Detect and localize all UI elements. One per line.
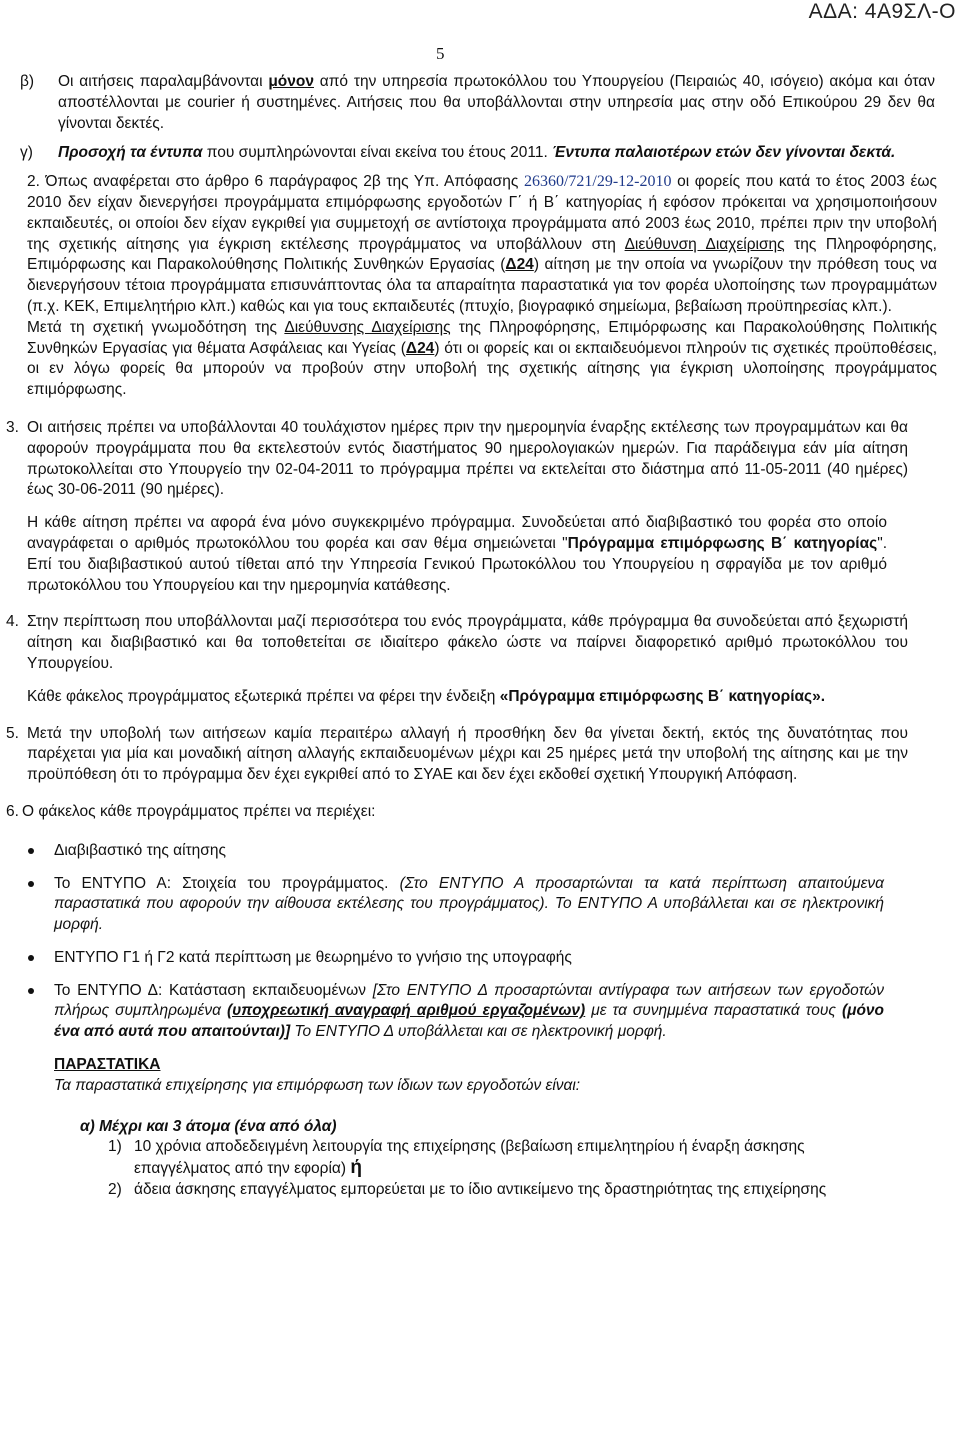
list-item: 2) άδεια άσκησης επαγγέλματος εμπορεύεται με το ίδιο αντικείμενο της δραστηριότητας της επιχείρησης <box>108 1181 827 1199</box>
bullet-icon <box>28 988 34 994</box>
section-2-paragraph-2: Μετά τη σχετική γνωμοδότηση της Διεύθυνσης Διαχείρισης της Πληροφόρησης, Επιμόρφωσης και Παρακολούθησης Πολιτικής Συνθηκών Εργασίας για θέματα Ασφάλειας και Υγείας (Δ24) ότι οι φορείς και οι εκπαιδευόμενοι πληρούν τις σχετικές προϋποθέσεις, οι εν λόγω φορείς θα μπορούν να προβούν στην υποβολή της σχετικής αίτησης για έγκριση υλοποίησης προγράμματος επιμόρφωσης. <box>27 318 937 399</box>
page-number: 5 <box>436 44 445 63</box>
decision-reference: 26360/721/29-12-2010 <box>523 173 672 191</box>
paragraph-c-label: γ) <box>20 144 33 162</box>
section-5-label: 5. <box>6 724 19 742</box>
list-item: Το ΕΝΤΥΠΟ Δ: Κατάσταση εκπαιδευομένων [Στο ΕΝΤΥΠΟ Δ προσαρτώνται αντίγραφα των αιτήσεων των εργοδοτών πλήρως συμπληρωμένα (υποχρεωτική αναγραφή αριθμού εργαζομένων) με τα συνημμένα παραστατικά τους (μόνο ένα από αυτά που απαιτούνται)] Το ΕΝΤΥΠΟ Δ υποβάλλεται και σε ηλεκτρονική μορφή. <box>28 981 884 1043</box>
section-3-paragraph-1: 3. Οι αιτήσεις πρέπει να υποβάλλονται 40 τουλάχιστον ημέρες πριν την ημερομηνία έναρξης εκτέλεσης των προγραμμάτων και θα αφορούν προγράμματα που θα εκτελεστούν εντός διαστήματος 90 ημερολογιακών ημερών. Για παράδειγμα εάν μία αίτηση πρωτοκολλείται στο Υπουργείο την 02-04-2011 το πρόγραμμα πρέπει να εκτελείται στο διάστημα από 11-05-2011 (40 ημέρες) έως 30-06-2011 (90 ημέρες). <box>6 418 908 499</box>
list-item: ΕΝΤΥΠΟ Γ1 ή Γ2 κατά περίπτωση με θεωρημένο το γνήσιο της υπογραφής <box>28 948 884 969</box>
bullet-icon <box>28 955 34 961</box>
ada-code: ΑΔΑ: 4Α9ΣΛ-Ο <box>808 0 956 23</box>
paragraph-b: β) Οι αιτήσεις παραλαμβάνονται μόνον από την υπηρεσία πρωτοκόλλου του Υπουργείου (Πειραιώς 40, ισόγειο) ακόμα και όταν αποστέλλονται με courier ή συστημένες. Αιτήσεις που θα υποβάλλονται στην υπηρεσία μας στην οδό Επικούρου 29 δεν θα γίνονται δεκτές. <box>20 73 935 132</box>
list-item: Το ΕΝΤΥΠΟ Α: Στοιχεία του προγράμματος. (Στο ΕΝΤΥΠΟ Α προσαρτώνται τα κατά περίπτωση απαιτούμενα παραστατικά που αφορούν την αίθουσα εκτέλεσης του προγράμματος). Το ΕΝΤΥΠΟ Α υποβάλλεται και σε ηλεκτρονική μορφή. <box>28 874 884 936</box>
section-3-label: 3. <box>6 418 19 436</box>
section-5-paragraph: 5. Μετά την υποβολή των αιτήσεων καμία περαιτέρω αλλαγή ή προσθήκη δεν θα γίνεται δεκτή, εκτός της δυνατότητας που παρέχεται για μία και μοναδική αίτηση αλλαγής εκπαιδευομένων μέχρι και 25 ημέρες μετά την υποβολή της αίτησης και με την προϋπόθεση ότι το πρόγραμμα δεν έχει εγκριθεί από το ΣΥΑΕ και δεν έχει εκδοθεί σχετική Υπουργική Απόφαση. <box>6 724 908 784</box>
section-4-label: 4. <box>6 613 19 631</box>
bullet-icon <box>28 881 34 887</box>
section-6-label: 6. <box>6 802 19 820</box>
only-emphasis: μόνον <box>268 73 314 90</box>
paragraph-b-label: β) <box>20 73 35 90</box>
list-item: Διαβιβαστικό της αίτησης <box>28 841 884 862</box>
section-4-paragraph-1: 4. Στην περίπτωση που υποβάλλονται μαζί περισσότερα του ενός προγράμματα, κάθε πρόγραμμα θα συνοδεύεται από ξεχωριστή αίτηση και διαβιβαστικό και θα τοποθετείται σε ιδιαίτερο φάκελο ώστε να παίρνει διαφορετικό αριθμό πρωτοκόλλου του Υπουργείου. <box>6 613 908 672</box>
paragraph-c: γ) Προσοχή τα έντυπα που συμπληρώνονται είναι εκείνα του έτους 2011. Έντυπα παλαιοτέρων ετών δεν γίνονται δεκτά. <box>20 143 935 164</box>
section-3-paragraph-2: Η κάθε αίτηση πρέπει να αφορά ένα μόνο συγκεκριμένο πρόγραμμα. Συνοδεύεται από διαβιβαστικό του φορέα στο οποίο αναγράφεται ο αριθμός πρωτοκόλλου του φορέα και σαν θέμα σημειώνεται "Πρόγραμμα επιμόρφωσης Β΄ κατηγορίας". Επί του διαβιβαστικού αυτού τίθεται από την Υπηρεσία Γενικού Πρωτοκόλλου του Υπουργείου η σφραγίδα με τον αριθμό πρωτοκόλλου του Υπουργείου και την ημερομηνία κατάθεσης. <box>27 514 888 594</box>
parastatika-case-a: α) Μέχρι και 3 άτομα (ένα από όλα) <box>80 1117 337 1135</box>
section-2-paragraph-1: 2. Όπως αναφέρεται στο άρθρο 6 παράγραφος 2β της Υπ. Απόφασης 26360/721/29-12-2010 οι φορείς που κατά το έτος 2003 έως 2010 δεν είχαν διενεργήσει προγράμματα επιμόρφωσης εργοδοτών Γ΄ ή Β΄ κατηγορίας ή εφόσον πρόκειται να χρησιμοποιήσουν εκπαιδευτές, οι οποίοι δεν είχαν εγκριθεί για συμμετοχή σε αντίστοιχα προγράμματα από 2003 έως 2010, πρέπει πριν την υποβολή της σχετικής αίτησης για έγκριση εκτέλεσης προγράμματος να υποβάλλουν στη Διεύθυνση Διαχείρισης της Πληροφόρησης, Επιμόρφωσης και Παρακολούθησης Πολιτικής Συνθηκών Εργασίας (Δ24) αίτηση με την οποία να γνωρίζουν την πρόθεση τους να διενεργήσουν τέτοια προγράμματα επισυνάπτοντας όλα τα απαραίτητα παραστατικά για τον φορέα υλοποίησης των προγραμμάτων (π.χ. ΚΕΚ, Επιμελητήριο κλπ.) καθώς και για τους εκπαιδευτές (πτυχίο, βιογραφικό σημείωμα, βεβαίωση προϋπηρεσίας κλπ.). <box>27 173 937 315</box>
list-item: 1) 10 χρόνια αποδεδειγμένη λειτουργία της επιχείρησης (βεβαίωση επιμελητηρίου ή έναρξη άσκησης επαγγέλματος από την εφορία) ή <box>108 1138 805 1179</box>
document-body <box>0 72 960 1201</box>
parastatika-subtitle: Τα παραστατικά επιχείρησης για επιμόρφωση των ίδιων των εργοδοτών είναι: <box>54 1076 581 1094</box>
bullet-icon <box>28 848 34 854</box>
parastatika-title: ΠΑΡΑΣΤΑΤΙΚΑ <box>54 1056 161 1074</box>
section-4-paragraph-2: Κάθε φάκελος προγράμματος εξωτερικά πρέπει να φέρει την ένδειξη «Πρόγραμμα επιμόρφωσης Β΄ κατηγορίας». <box>27 687 826 705</box>
section-6-intro: 6. Ο φάκελος κάθε προγράμματος πρέπει να περιέχει: <box>6 802 903 823</box>
